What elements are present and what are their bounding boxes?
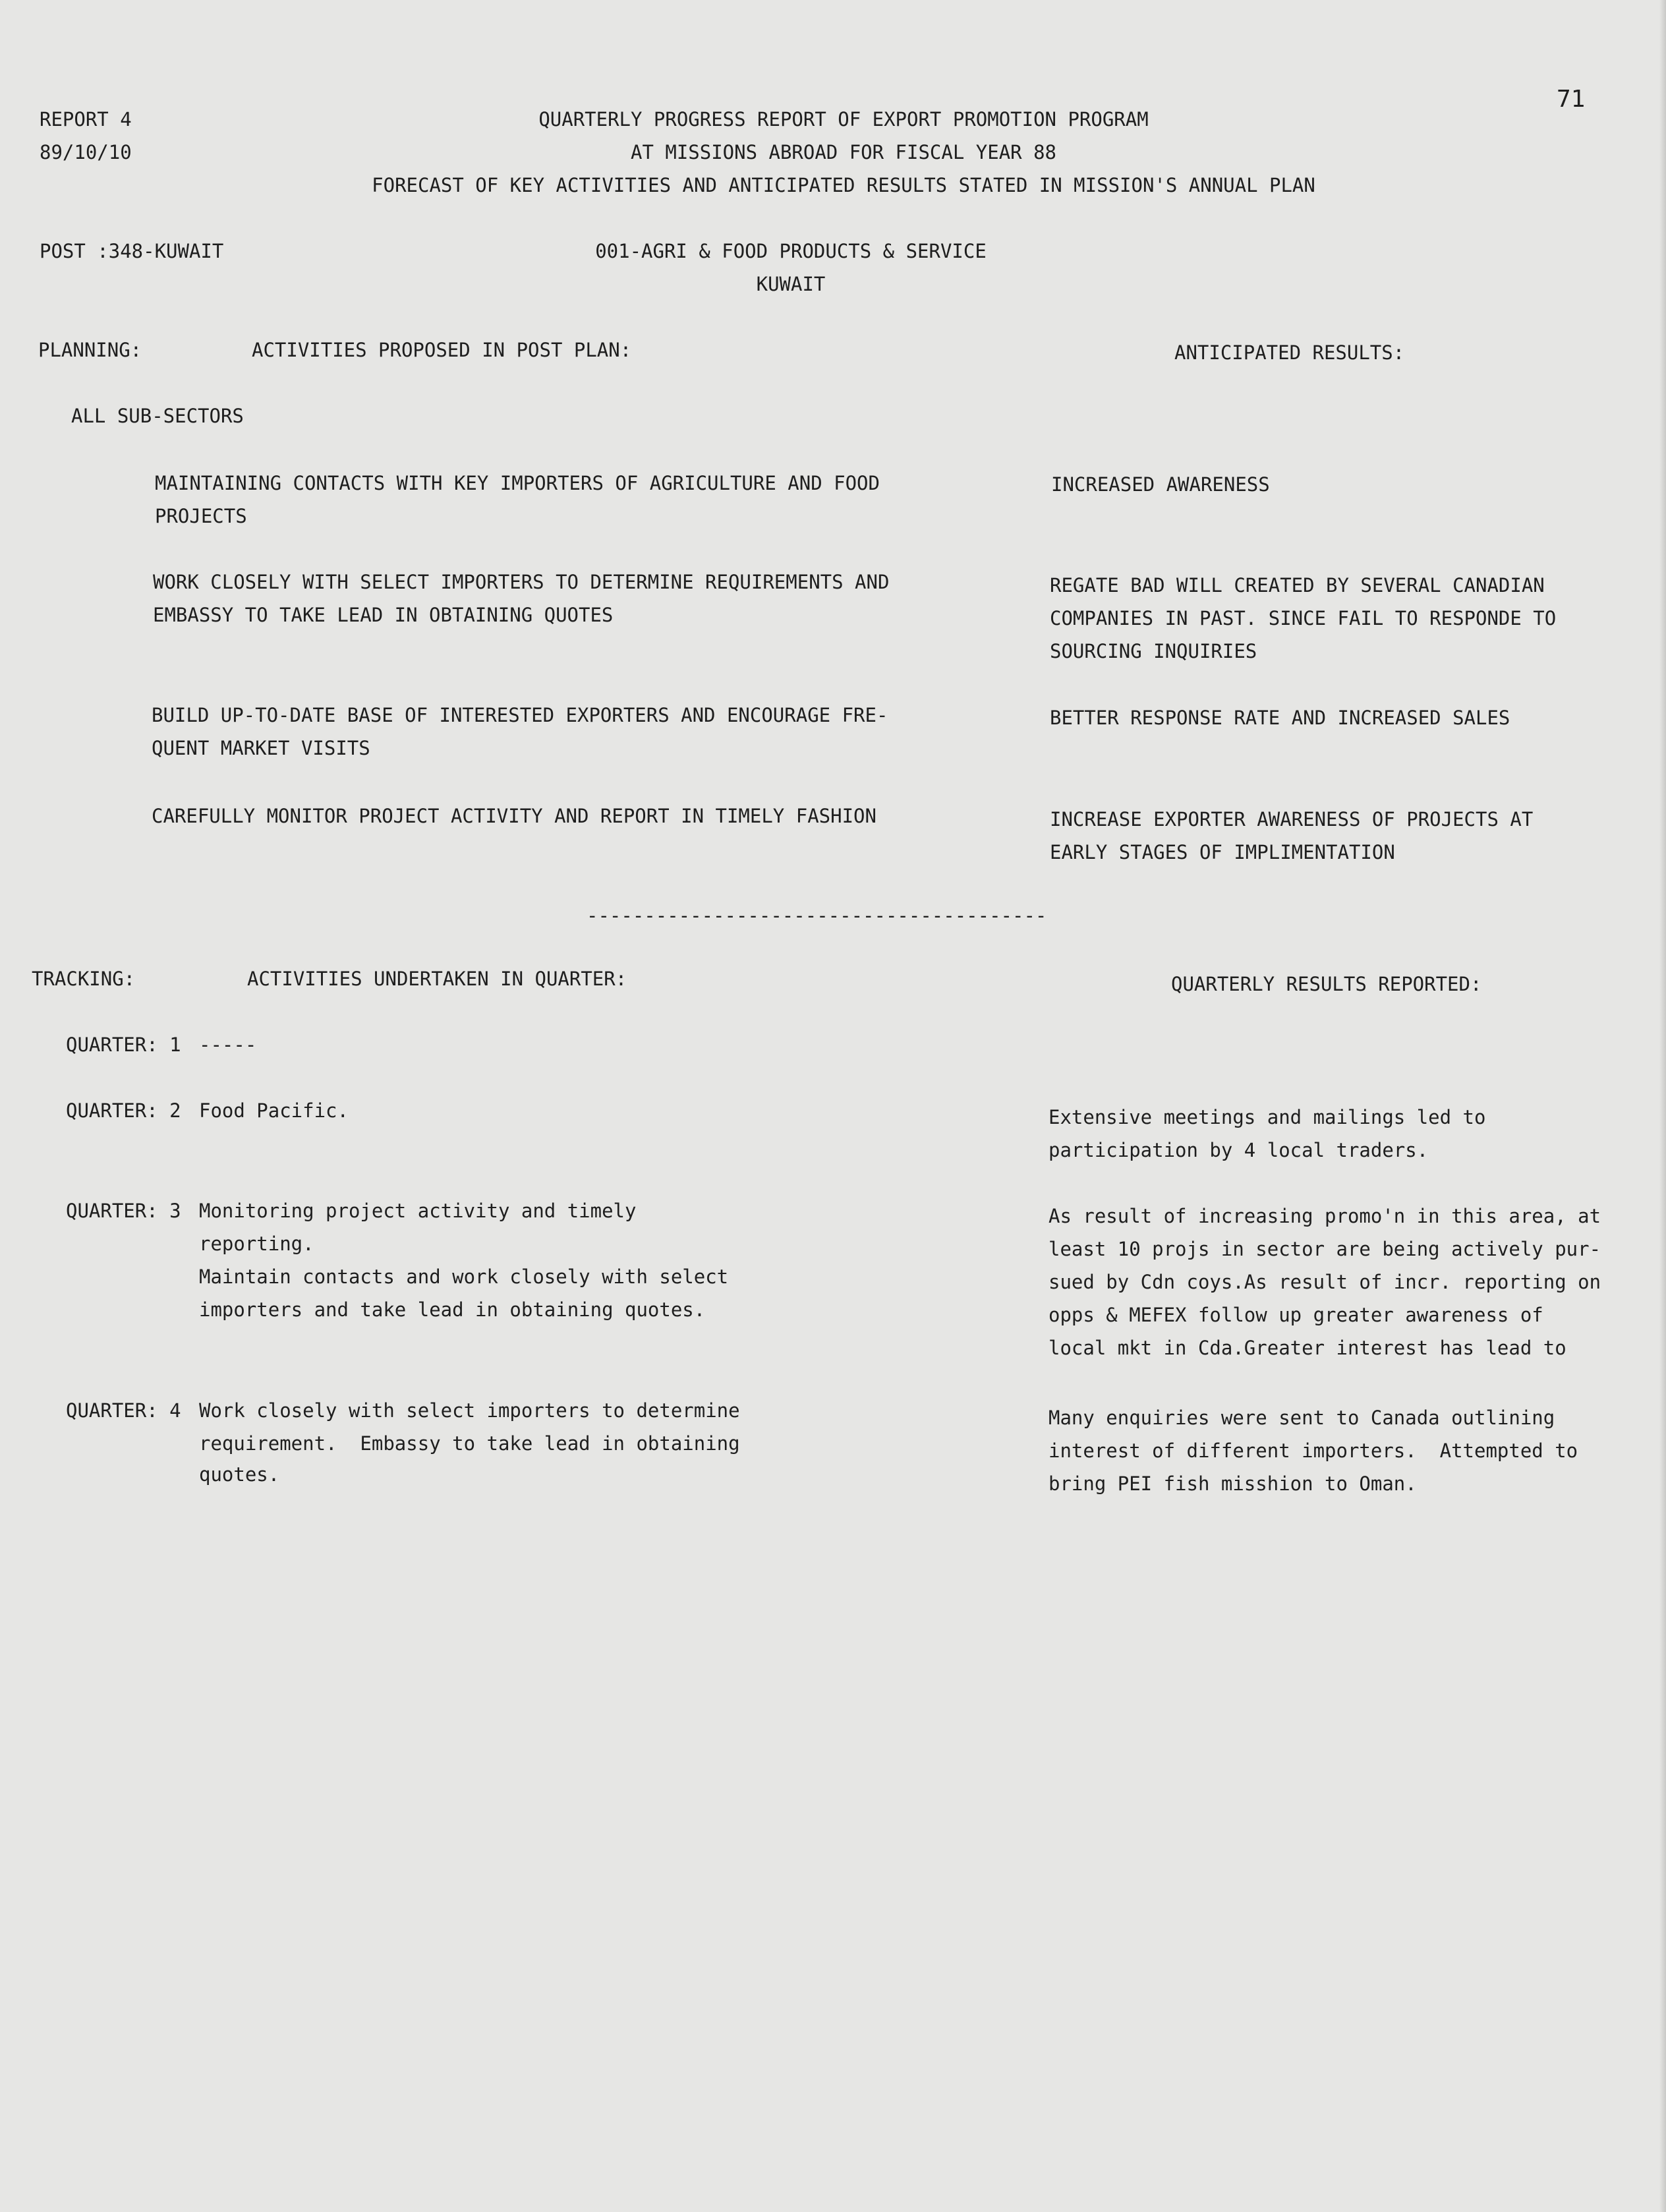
report-title-line-2: AT MISSIONS ABROAD FOR FISCAL YEAR 88 bbox=[630, 141, 1056, 163]
report-date: 89/10/10 bbox=[40, 141, 132, 163]
sector-name: 001-AGRI & FOOD PRODUCTS & SERVICE bbox=[595, 240, 987, 262]
quarter-3-result-line-3: sued by Cdn coys.As result of incr. reporting on bbox=[1048, 1271, 1601, 1293]
planning-activity-3-line-2: QUENT MARKET VISITS bbox=[152, 737, 370, 759]
page-number: 71 bbox=[1557, 86, 1586, 113]
planning-result-2-line-2: COMPANIES IN PAST. SINCE FAIL TO RESPONDE TO bbox=[1050, 607, 1557, 629]
planning-activity-2-line-2: EMBASSY TO TAKE LEAD IN OBTAINING QUOTES bbox=[153, 604, 614, 626]
report-number: REPORT 4 bbox=[40, 108, 132, 131]
quarter-2-result-line-1: Extensive meetings and mailings led to bbox=[1048, 1106, 1486, 1128]
planning-activity-1-line-1: MAINTAINING CONTACTS WITH KEY IMPORTERS OF AGRICULTURE AND FOOD bbox=[155, 472, 880, 494]
report-title-line-3: FORECAST OF KEY ACTIVITIES AND ANTICIPATED RESULTS STATED IN MISSION'S ANNUAL PLAN bbox=[372, 174, 1315, 196]
quarter-3-activity-line-2: reporting. bbox=[199, 1233, 314, 1255]
planning-activities-header: ACTIVITIES PROPOSED IN POST PLAN: bbox=[252, 339, 632, 361]
quarter-3-result-line-5: local mkt in Cda.Greater interest has lead to bbox=[1048, 1337, 1566, 1359]
quarter-3-activity-line-3: Maintain contacts and work closely with select bbox=[199, 1266, 729, 1288]
quarter-4-activity-line-1: Work closely with select importers to determine bbox=[199, 1399, 740, 1422]
quarter-3-result-line-4: opps & MEFEX follow up greater awareness of bbox=[1048, 1304, 1543, 1326]
quarter-4-result-line-3: bring PEI fish misshion to Oman. bbox=[1048, 1472, 1417, 1495]
quarter-1-label: QUARTER: 1 bbox=[66, 1033, 181, 1056]
planning-result-4-line-2: EARLY STAGES OF IMPLIMENTATION bbox=[1050, 841, 1395, 863]
quarter-3-activity-line-4: importers and take lead in obtaining quotes. bbox=[199, 1298, 706, 1321]
planning-label: PLANNING: bbox=[38, 339, 142, 361]
planning-results-header: ANTICIPATED RESULTS: bbox=[1174, 341, 1405, 364]
page-edge-shadow bbox=[1659, 0, 1666, 2212]
quarter-4-result-line-1: Many enquiries were sent to Canada outlining bbox=[1048, 1407, 1555, 1429]
planning-activity-1-line-2: PROJECTS bbox=[155, 505, 247, 527]
planning-result-4-line-1: INCREASE EXPORTER AWARENESS OF PROJECTS AT bbox=[1050, 808, 1534, 830]
section-separator: ---------------------------------------- bbox=[587, 904, 1047, 927]
tracking-activities-header: ACTIVITIES UNDERTAKEN IN QUARTER: bbox=[247, 968, 627, 990]
quarter-1-activity-line-1: ----- bbox=[199, 1033, 257, 1056]
planning-result-2-line-1: REGATE BAD WILL CREATED BY SEVERAL CANADIAN bbox=[1050, 574, 1545, 597]
quarter-2-result-line-2: participation by 4 local traders. bbox=[1048, 1139, 1429, 1161]
quarter-4-activity-line-2: requirement. Embassy to take lead in obtaining bbox=[199, 1432, 740, 1455]
quarter-4-activity-line-3: quotes. bbox=[199, 1463, 280, 1486]
quarter-3-label: QUARTER: 3 bbox=[66, 1200, 181, 1222]
tracking-label: TRACKING: bbox=[32, 968, 136, 990]
quarter-4-label: QUARTER: 4 bbox=[66, 1399, 181, 1422]
bleed-through-text bbox=[152, 527, 923, 550]
planning-result-2-line-3: SOURCING INQUIRIES bbox=[1050, 640, 1257, 662]
subsector-label: ALL SUB-SECTORS bbox=[71, 405, 244, 427]
country-name: KUWAIT bbox=[756, 273, 826, 295]
quarter-2-label: QUARTER: 2 bbox=[66, 1099, 181, 1122]
tracking-results-header: QUARTERLY RESULTS REPORTED: bbox=[1171, 973, 1482, 995]
post-label: POST :348-KUWAIT bbox=[40, 240, 224, 262]
planning-result-1-line-1: INCREASED AWARENESS bbox=[1051, 473, 1270, 496]
planning-activity-3-line-1: BUILD UP-TO-DATE BASE OF INTERESTED EXPORTERS AND ENCOURAGE FRE- bbox=[152, 704, 888, 726]
quarter-2-activity-line-1: Food Pacific. bbox=[199, 1099, 349, 1122]
planning-activity-2-line-1: WORK CLOSELY WITH SELECT IMPORTERS TO DETERMINE REQUIREMENTS AND bbox=[153, 571, 890, 593]
planning-result-3-line-1: BETTER RESPONSE RATE AND INCREASED SALES bbox=[1050, 707, 1510, 729]
planning-activity-4-line-1: CAREFULLY MONITOR PROJECT ACTIVITY AND REPORT IN TIMELY FASHION bbox=[152, 805, 876, 827]
quarter-3-result-line-1: As result of increasing promo'n in this area, at bbox=[1048, 1205, 1601, 1227]
quarter-3-activity-line-1: Monitoring project activity and timely bbox=[199, 1200, 637, 1222]
quarter-3-result-line-2: least 10 projs in sector are being actively pur- bbox=[1048, 1238, 1601, 1260]
quarter-4-result-line-2: interest of different importers. Attempted to bbox=[1048, 1440, 1578, 1462]
report-title-line-1: QUARTERLY PROGRESS REPORT OF EXPORT PROMOTION PROGRAM bbox=[538, 108, 1149, 131]
